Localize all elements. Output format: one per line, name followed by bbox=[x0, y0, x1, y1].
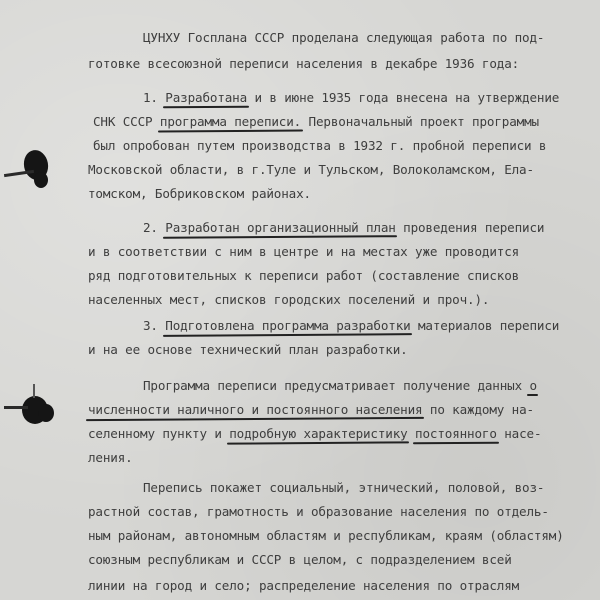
text-line: томском, Бобриковском районах. bbox=[88, 186, 311, 201]
underlined-phrase: Разработана bbox=[165, 90, 248, 105]
underlined-phrase: Подготовлена программа разработки bbox=[165, 318, 411, 333]
underlined-phrase: программа переписи. bbox=[159, 114, 302, 129]
underlined-phrase: о bbox=[529, 378, 537, 393]
underlined-phrase: численности наличного и постоянного населения bbox=[88, 402, 423, 417]
text-line: численности наличного и постоянного населения по каждому на- bbox=[88, 402, 534, 417]
text-line: 1. Разработана и в июне 1935 года внесена на утверждение bbox=[143, 90, 560, 105]
text-line: союзным республикам и СССР в целом, с подразделением всей bbox=[88, 552, 512, 567]
underlined-phrase: подробную характеристику bbox=[229, 426, 408, 441]
text-line: Перепись покажет социальный, этнический, половой, воз- bbox=[143, 480, 545, 495]
text-line: ления. bbox=[88, 450, 133, 465]
text-line: ряд подготовительных к переписи работ (составление списков bbox=[88, 268, 520, 283]
text-line: ным районам, автономным областям и республикам, краям (областям) bbox=[88, 528, 564, 543]
text-line: ЦУНХУ Госплана СССР проделана следующая работа по под- bbox=[143, 30, 545, 45]
text-line: 3. Подготовлена программа разработки материалов переписи bbox=[143, 318, 560, 333]
text-line: Московской области, в г.Туле и Тульском, Волоколамском, Ела- bbox=[88, 162, 534, 177]
text-line: 2. Разработан организационный план проведения переписи bbox=[143, 220, 545, 235]
text-line: населенных мест, списков городских поселений и проч.). bbox=[88, 292, 490, 307]
text-line: селенному пункту и подробную характеристику постоянного насе- bbox=[88, 426, 542, 441]
underlined-phrase: постоянного bbox=[415, 426, 497, 441]
text-line: Программа переписи предусматривает получение данных о bbox=[143, 378, 537, 393]
text-line: СНК СССР программа переписи. Первоначальный проект программы bbox=[93, 114, 539, 129]
underlined-phrase: Разработан организационный план bbox=[165, 220, 396, 235]
text-line: и в соответствии с ним в центре и на местах уже проводится bbox=[88, 244, 520, 259]
text-line: линии на город и село; распределение населения по отраслям bbox=[88, 578, 520, 593]
text-line: и на ее основе технический план разработки. bbox=[88, 342, 408, 357]
text-line: растной состав, грамотность и образование населения по отдель- bbox=[88, 504, 549, 519]
text-line: был опробован путем производства в 1932 г. пробной переписи в bbox=[93, 138, 547, 153]
text-line: готовке всесоюзной переписи населения в декабре 1936 года: bbox=[88, 56, 520, 71]
